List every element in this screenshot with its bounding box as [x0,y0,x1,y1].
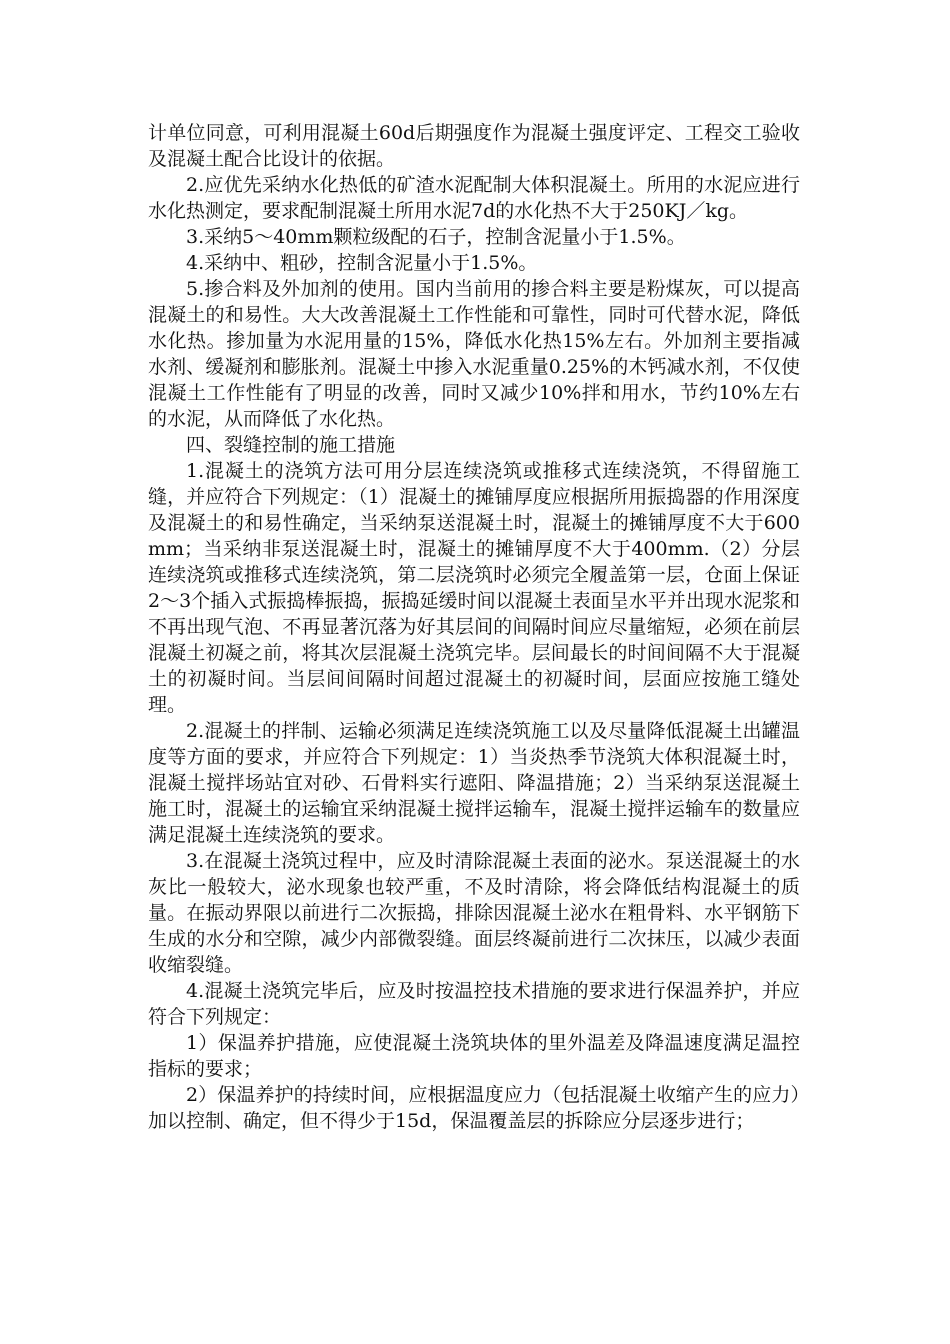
paragraph-measure-4: 4.混凝土浇筑完毕后，应及时按温控技术措施的要求进行保温养护，并应符合下列规定： [148,980,800,1028]
paragraph-subitem-2: 2）保温养护的持续时间，应根据温度应力（包括混凝土收缩产生的应力）加以控制、确定，但不得少于15d，保温覆盖层的拆除应分层逐步进行； [148,1084,800,1132]
paragraph-subitem-1: 1）保温养护措施，应使混凝土浇筑块体的里外温差及降温速度满足温控指标的要求； [148,1032,800,1080]
paragraph-measure-1: 1.混凝土的浇筑方法可用分层连续浇筑或推移式连续浇筑，不得留施工缝，并应符合下列规定：（1）混凝土的摊铺厚度应根据所用振捣器的作用深度及混凝土的和易性确定，当采纳泵送混凝土时，混凝土的摊铺厚度不大于600mm；当采纳非泵送混凝土时，混凝土的摊铺厚度不大于400mm.（2）分层连续浇筑或推移式连续浇筑，第二层浇筑时必须完全履盖第一层，仓面上保证2～3个插入式振捣棒振捣，振捣延缓时间以混凝土表面呈水平并出现水泥浆和不再出现气泡、不再显著沉落为好其层间的间隔时间应尽量缩短，必须在前层混凝土初凝之前，将其次层混凝土浇筑完毕。层间最长的时间间隔不大于混凝土的初凝时间。当层间间隔时间超过混凝土的初凝时间，层面应按施工缝处理。 [148,460,800,716]
paragraph-continuation: 计单位同意，可利用混凝土60d后期强度作为混凝土强度评定、工程交工验收及混凝土配合比设计的依据。 [148,122,800,170]
paragraph-item-5: 5.掺合料及外加剂的使用。国内当前用的掺合料主要是粉煤灰，可以提高混凝土的和易性。大大改善混凝土工作性能和可靠性，同时可代替水泥，降低水化热。掺加量为水泥用量的15%，降低水化热15%左右。外加剂主要指减水剂、缓凝剂和膨胀剂。混凝土中掺入水泥重量0.25%的木钙减水剂，不仅使混凝土工作性能有了明显的改善，同时又减少10%拌和用水，节约10%左右的水泥，从而降低了水化热。 [148,278,800,430]
document-body [148,120,800,1134]
paragraph-measure-2: 2.混凝土的拌制、运输必须满足连续浇筑施工以及尽量降低混凝土出罐温度等方面的要求，并应符合下列规定：1）当炎热季节浇筑大体积混凝土时，混凝土搅拌场站宜对砂、石骨料实行遮阳、降温措施；2）当采纳泵送混凝土施工时，混凝土的运输宜采纳混凝土搅拌运输车，混凝土搅拌运输车的数量应满足混凝土连续浇筑的要求。 [148,720,800,846]
paragraph-item-4: 4.采纳中、粗砂，控制含泥量小于1.5%。 [186,252,538,274]
paragraph-measure-3: 3.在混凝土浇筑过程中，应及时清除混凝土表面的泌水。泵送混凝土的水灰比一般较大，泌水现象也较严重，不及时清除，将会降低结构混凝土的质量。在振动界限以前进行二次振捣，排除因混凝土泌水在粗骨料、水平钢筋下生成的水分和空隙，减少内部微裂缝。面层终凝前进行二次抹压，以减少表面收缩裂缝。 [148,850,800,976]
paragraph-item-2: 2.应优先采纳水化热低的矿渣水泥配制大体积混凝土。所用的水泥应进行水化热测定，要求配制混凝土所用水泥7d的水化热不大于250KJ／kg。 [148,174,800,222]
paragraph-item-3: 3.采纳5～40mm颗粒级配的石子，控制含泥量小于1.5%。 [186,226,686,248]
section-heading: 四、裂缝控制的施工措施 [186,434,396,456]
